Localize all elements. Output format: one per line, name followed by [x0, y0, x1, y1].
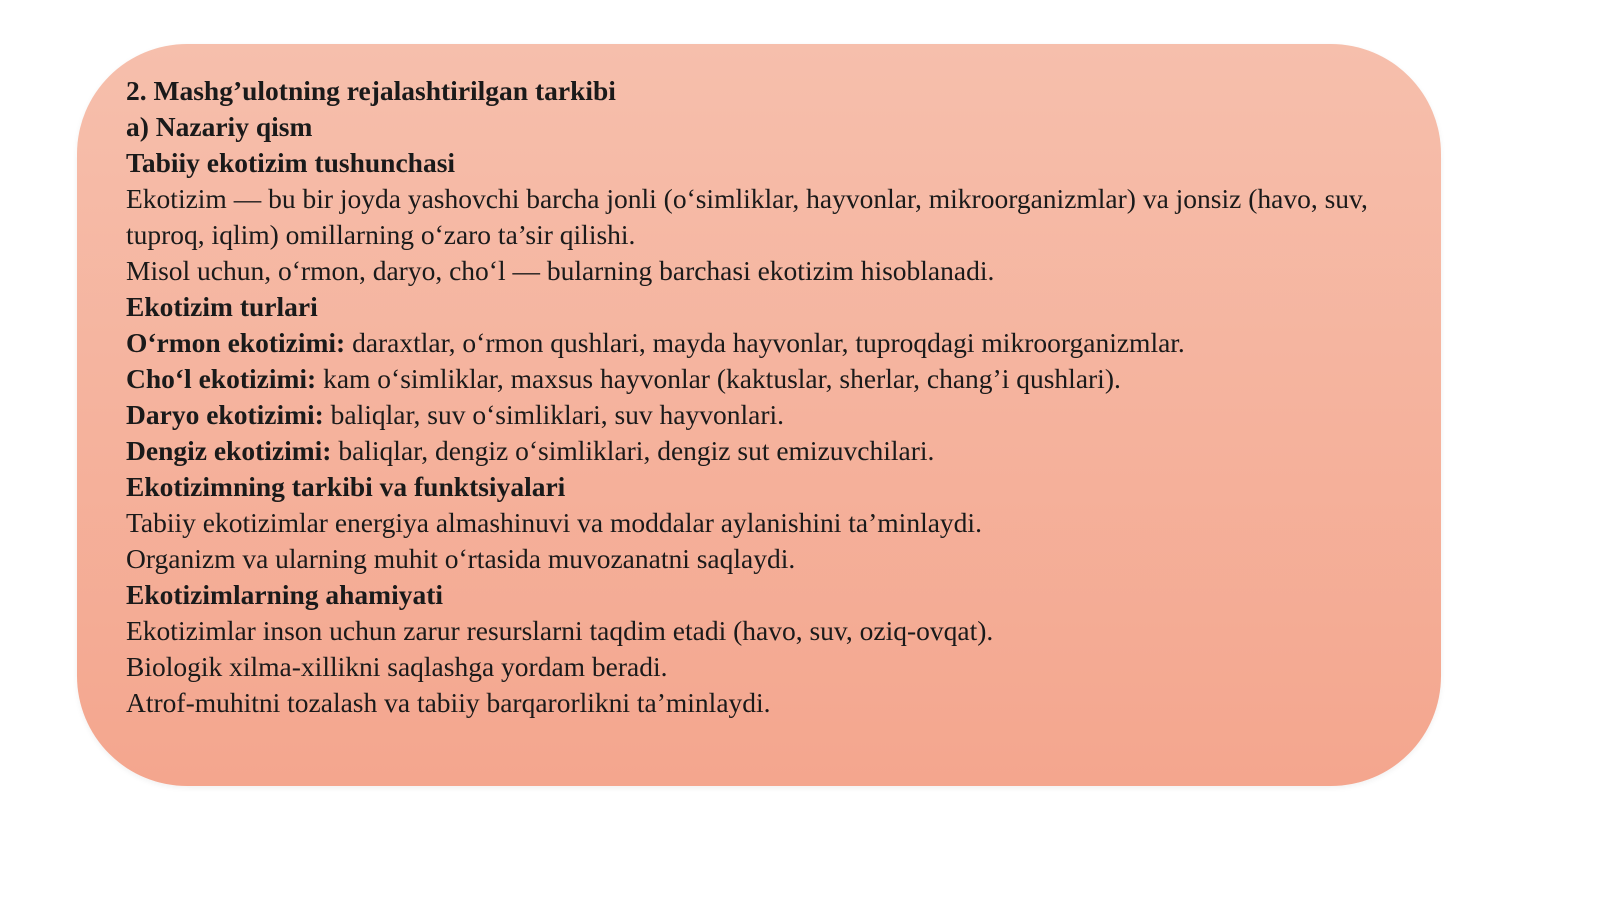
type-item-forest: [126, 325, 1376, 361]
functions-line: Tabiiy ekotizimlar energiya almashinuvi va moddalar aylanishini ta’minlaydi.: [126, 507, 982, 538]
type-item-river: [126, 397, 1376, 433]
type-text: kam o‘simliklar, maxsus hayvonlar (kaktuslar, sherlar, chang’i qushlari).: [316, 363, 1121, 394]
concept-definition: Ekotizim — bu bir joyda yashovchi barcha jonli (o‘simliklar, hayvonlar, mikroorganizmlar) va jonsiz (havo, suv, tuproq, iqlim) omillarning o‘zaro ta’sir qilishi.: [126, 183, 1368, 250]
type-text: baliqlar, suv o‘simliklari, suv hayvonlari.: [323, 399, 785, 430]
type-term: O‘rmon ekotizimi:: [126, 327, 346, 358]
subsection-title: a) Nazariy qism: [126, 111, 313, 142]
section-title: 2. Mashg’ulotning rejalashtirilgan tarkibi: [126, 75, 616, 106]
type-text: baliqlar, dengiz o‘simliklari, dengiz sut emizuvchilari.: [331, 435, 935, 466]
type-text: daraxtlar, o‘rmon qushlari, mayda hayvonlar, tuproqdagi mikroorganizmlar.: [345, 327, 1185, 358]
type-item-sea: [126, 433, 1376, 469]
importance-heading: Ekotizimlarning ahamiyati: [126, 579, 444, 610]
type-item-desert: [126, 361, 1376, 397]
type-term: Dengiz ekotizimi:: [126, 435, 332, 466]
functions-heading: Ekotizimning tarkibi va funktsiyalari: [126, 471, 566, 502]
importance-line: Atrof-muhitni tozalash va tabiiy barqarorlikni ta’minlaydi.: [126, 687, 771, 718]
type-term: Cho‘l ekotizimi:: [126, 363, 317, 394]
concept-example: Misol uchun, o‘rmon, daryo, cho‘l — bularning barchasi ekotizim hisoblanadi.: [126, 255, 995, 286]
content-text-block: [126, 73, 1376, 721]
importance-line: Ekotizimlar inson uchun zarur resurslarni taqdim etadi (havo, suv, oziq-ovqat).: [126, 615, 994, 646]
concept-heading: Tabiiy ekotizim tushunchasi: [126, 147, 456, 178]
importance-line: Biologik xilma-xillikni saqlashga yordam beradi.: [126, 651, 668, 682]
types-heading: Ekotizim turlari: [126, 291, 318, 322]
functions-line: Organizm va ularning muhit o‘rtasida muvozanatni saqlaydi.: [126, 543, 796, 574]
type-term: Daryo ekotizimi:: [126, 399, 324, 430]
